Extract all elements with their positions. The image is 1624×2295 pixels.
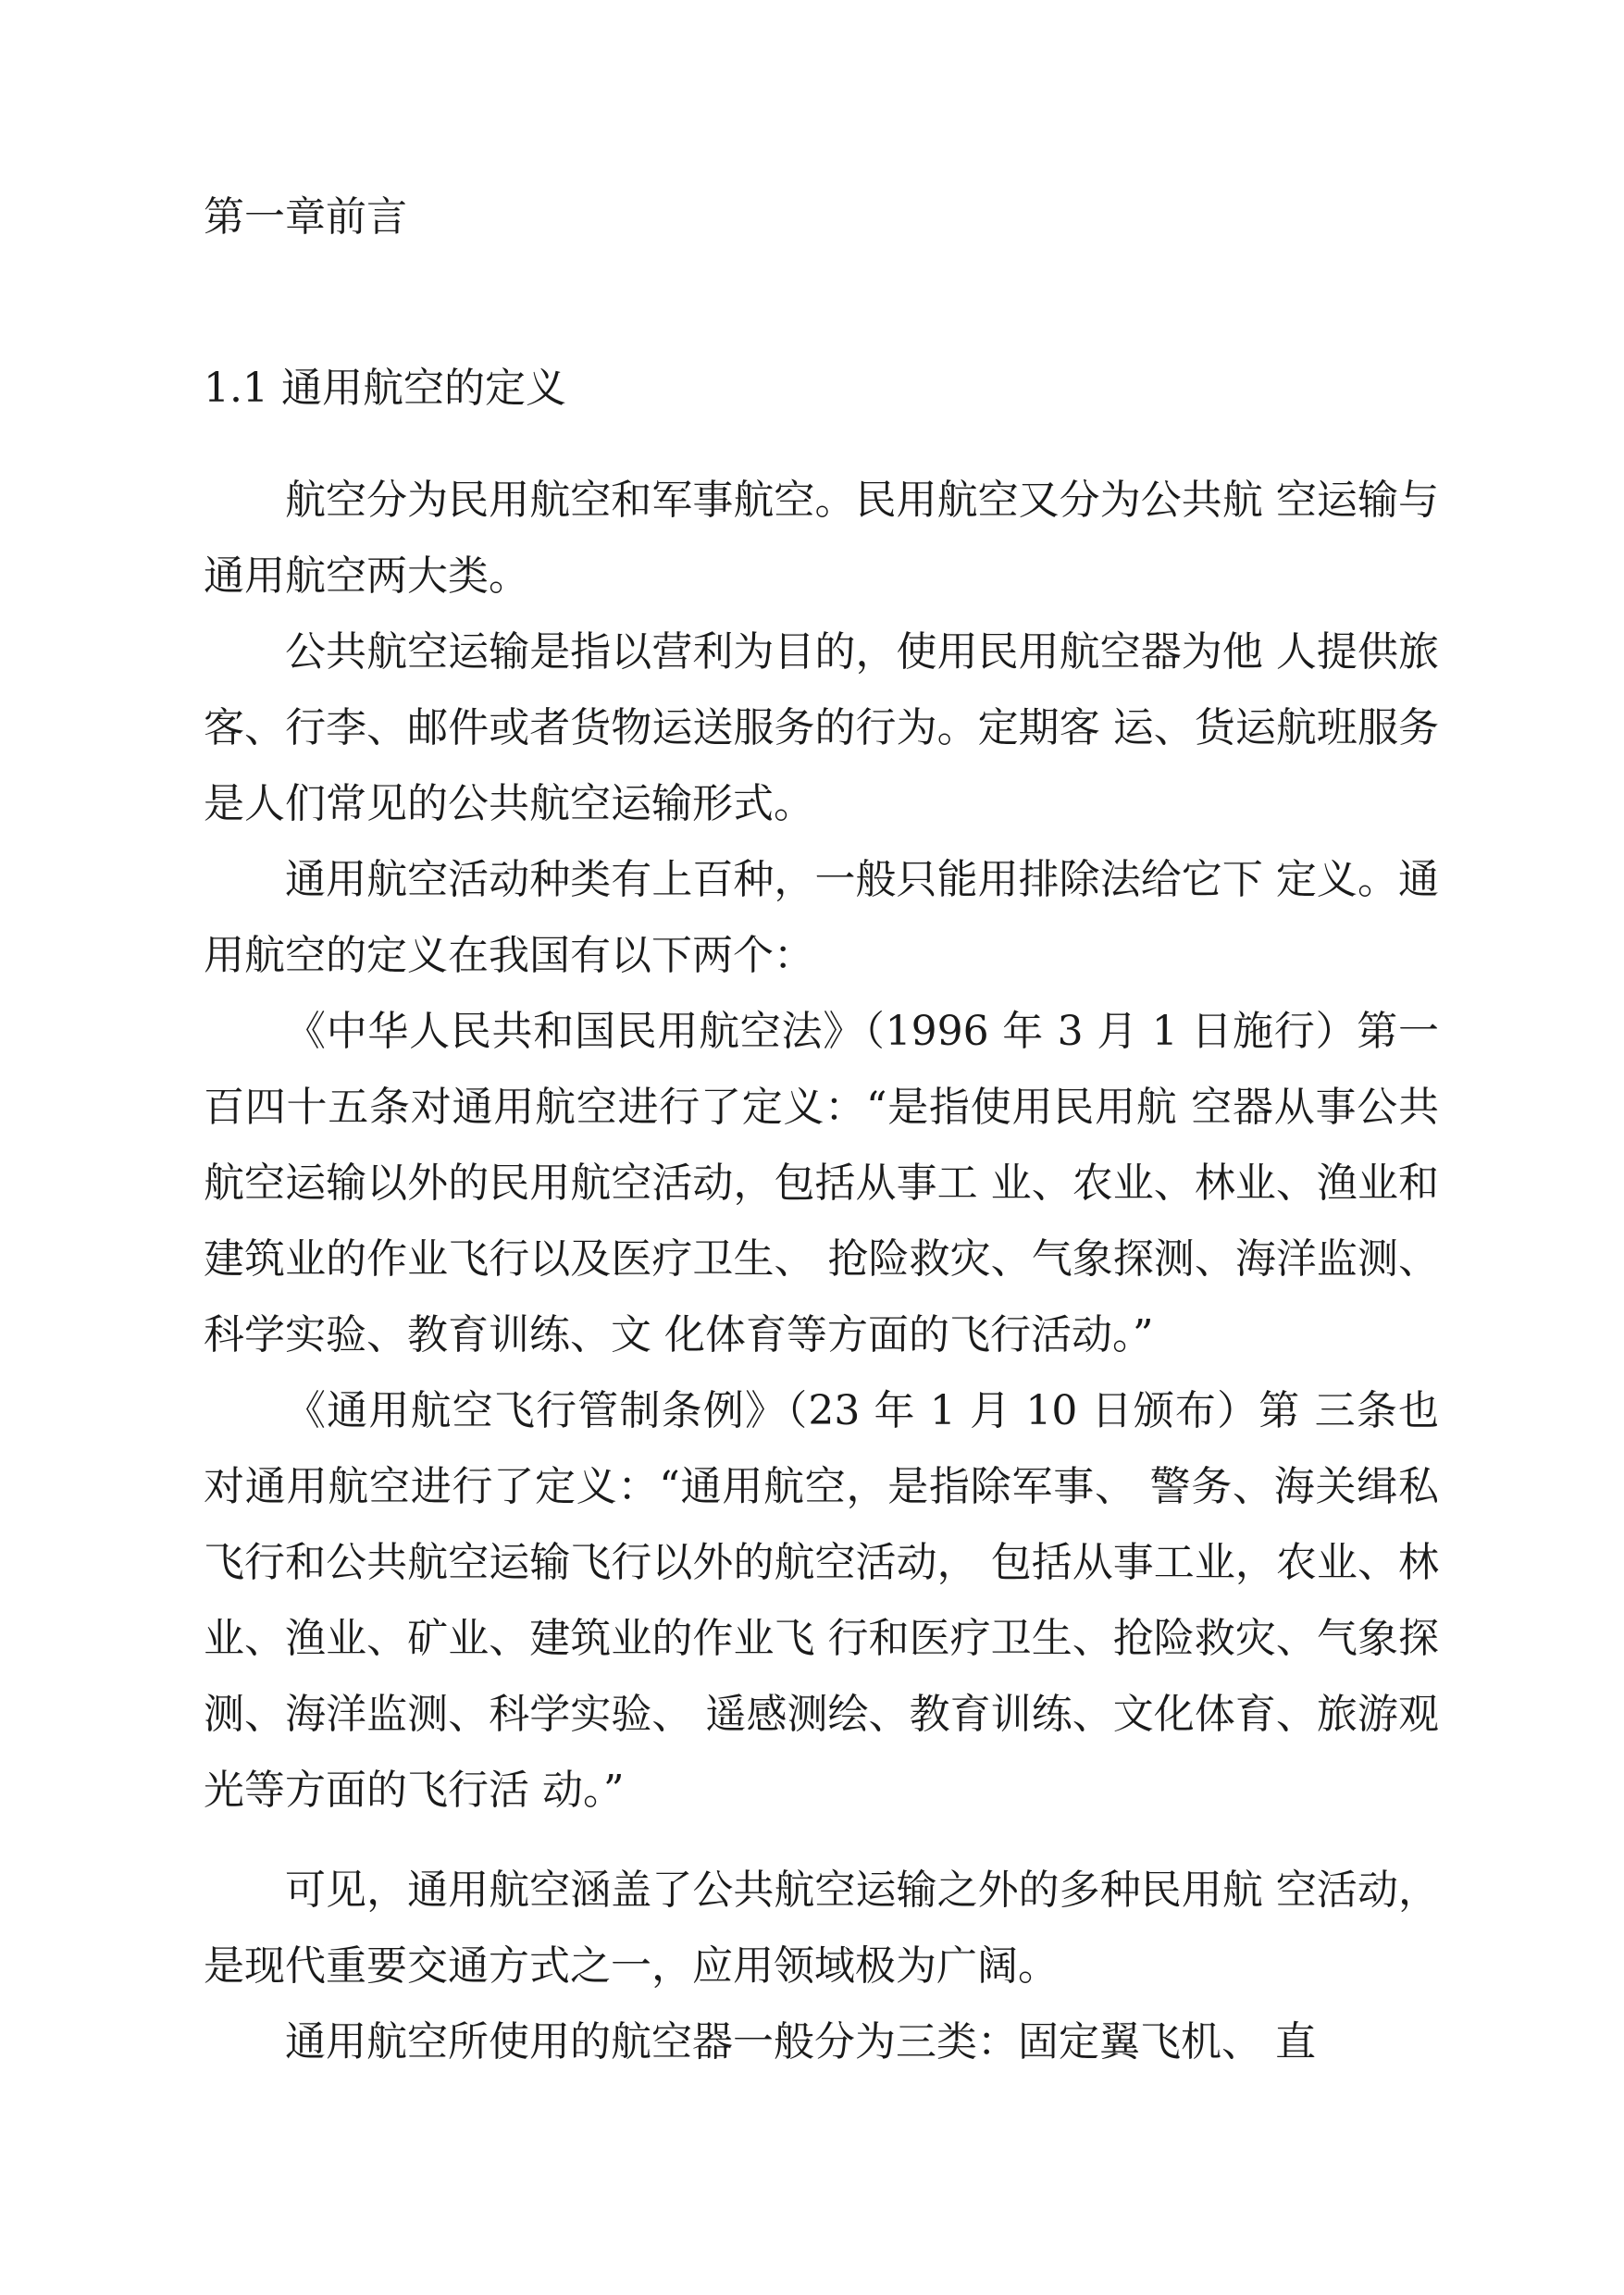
chapter-title: 第一章前言 bbox=[204, 193, 407, 241]
paragraph: 可见，通用航空涵盖了公共航空运输之外的多种民用航 空活动，是现代重要交通方式之一，应用领域极为广阔。 bbox=[204, 1867, 1439, 1990]
paragraph: 公共航空运输是指以营利为目的，使用民用航空器为他 人提供旅客、行李、邮件或者货物运送服务的行为。定期客 运、货运航班服务是人们常见的公共航空运输形式。 bbox=[204, 628, 1439, 827]
section-title: 1.1 通用航空的定义 bbox=[204, 365, 566, 412]
paragraph: 《中华人民共和国民用航空法》（1996 年 3 月 1 日施行）第一百四十五条对通用航空进行了定义：“是指使用民用航 空器从事公共航空运输以外的民用航空活动，包括从事工 业、农业、林业、渔业和建筑业的作业飞行以及医疗卫生、 抢险救灾、气象探测、海洋监测、科学实验、教育训练、文 化体育等方面的飞行活动。” bbox=[204, 1008, 1439, 1358]
paragraph: 《通用航空飞行管制条例》（23 年 1 月 10 日颁布）第 三条也对通用航空进行了定义：“通用航空，是指除军事、 警务、海关缉私飞行和公共航空运输飞行以外的航空活动， 包括从事工业，农业、林业、渔业、矿业、建筑业的作业飞 行和医疗卫生、抢险救灾、气象探测、海洋监测、科学实验、 遥感测绘、教育训练、文化体育、旅游观光等方面的飞行活 动。” bbox=[204, 1387, 1439, 1814]
paragraph: 航空分为民用航空和军事航空。民用航空又分为公共航 空运输与通用航空两大类。 bbox=[204, 477, 1439, 600]
paragraph: 通用航空所使用的航空器一般分为三类：固定翼飞机、 直 bbox=[285, 2018, 1316, 2066]
paragraph: 通用航空活动种类有上百种，一般只能用排除法给它下 定义。通用航空的定义在我国有以下两个： bbox=[204, 856, 1439, 979]
body-text bbox=[204, 463, 1439, 2080]
